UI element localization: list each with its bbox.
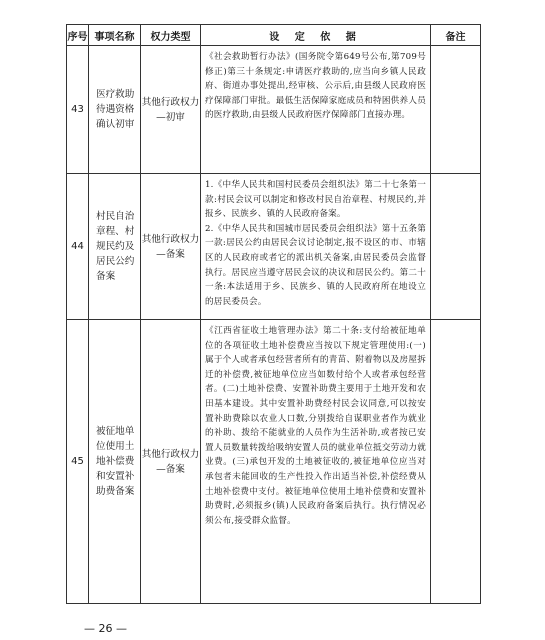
header-note: 备注	[431, 25, 481, 46]
table-row	[67, 46, 481, 174]
row-number: 43	[67, 46, 89, 174]
remark	[431, 174, 481, 320]
power-type: 其他行政权力—备案	[141, 174, 201, 320]
row-number: 44	[67, 174, 89, 320]
table-row	[67, 320, 481, 604]
power-type: 其他行政权力—初审	[141, 46, 201, 174]
remark	[431, 320, 481, 604]
header-type: 权力类型	[141, 25, 201, 46]
power-type: 其他行政权力—备案	[141, 320, 201, 604]
power-list-table	[66, 24, 481, 604]
item-name: 村民自治章程、村规民约及居民公约备案	[89, 174, 141, 320]
header-no: 序号	[67, 25, 89, 46]
table-row	[67, 174, 481, 320]
remark	[431, 46, 481, 174]
page-number: — 26 —	[84, 622, 127, 635]
item-name: 医疗救助待遇资格确认初审	[89, 46, 141, 174]
legal-basis	[201, 46, 431, 174]
legal-basis-text: 《社会救助暂行办法》(国务院令第649号公布,第709号修正)第三十条规定:申请医疗救助的,应当向乡镇人民政府、街道办事处提出,经审核、公示后,由县级人民政府医疗保障部门审批。最低生活保障家庭成员和特困供养人员的医疗救助,由县级人民政府医疗保障部门直接办理。	[205, 52, 426, 121]
legal-basis-text: 1.《中华人民共和国村民委员会组织法》第二十七条第一款:村民会议可以制定和修改村民自治章程、村规民约,并报乡、民族乡、镇的人民政府备案。 2.《中华人民共和国城市居民委员会组织法》第十五条第一款:居民公约由居民会议讨论制定,报不设区的市、市辖区的人民政府或者它的派出机关备案,由居民委员会监督执行。居民应当遵守居民会议的决议和居民公约。第二十一条:本法适用于乡、民族乡、镇的人民政府所在地设立的居民委员会。	[205, 180, 426, 307]
header-name: 事项名称	[89, 25, 141, 46]
legal-basis	[201, 320, 431, 604]
legal-basis-text: 《江西省征收土地管理办法》第二十条:支付给被征地单位的各项征收土地补偿费应当按以下规定管理使用:(一)属于个人或者承包经营者所有的青苗、附着物以及房屋拆迁的补偿费,被征地单位应当如数付给个人或者承包经营者。(二)土地补偿费、安置补助费主要用于土地开发和农田基本建设。其中安置补助费经村民会议同意,可以按安置补助费除以农业人口数,分别拨给自谋职业者作为就业的补助、拨给不能就业的人员作为生活补助,或者按已安置人员数量转拨给吸纳安置人员的就业单位抵交劳动力就业费。(三)承包开发的土地被征收的,被征地单位应当对承包者未能回收的生产性投入作出适当补偿,补偿经费从土地补偿费中支付。被征地单位使用土地补偿费和安置补助费时,必须报乡(镇)人民政府备案后执行。执行情况必须公布,接受群众监督。	[205, 326, 426, 526]
row-number: 45	[67, 320, 89, 604]
item-name: 被征地单位使用土地补偿费和安置补助费备案	[89, 320, 141, 604]
header-basis: 设 定 依 据	[201, 25, 431, 46]
header-row	[67, 25, 481, 46]
legal-basis	[201, 174, 431, 320]
